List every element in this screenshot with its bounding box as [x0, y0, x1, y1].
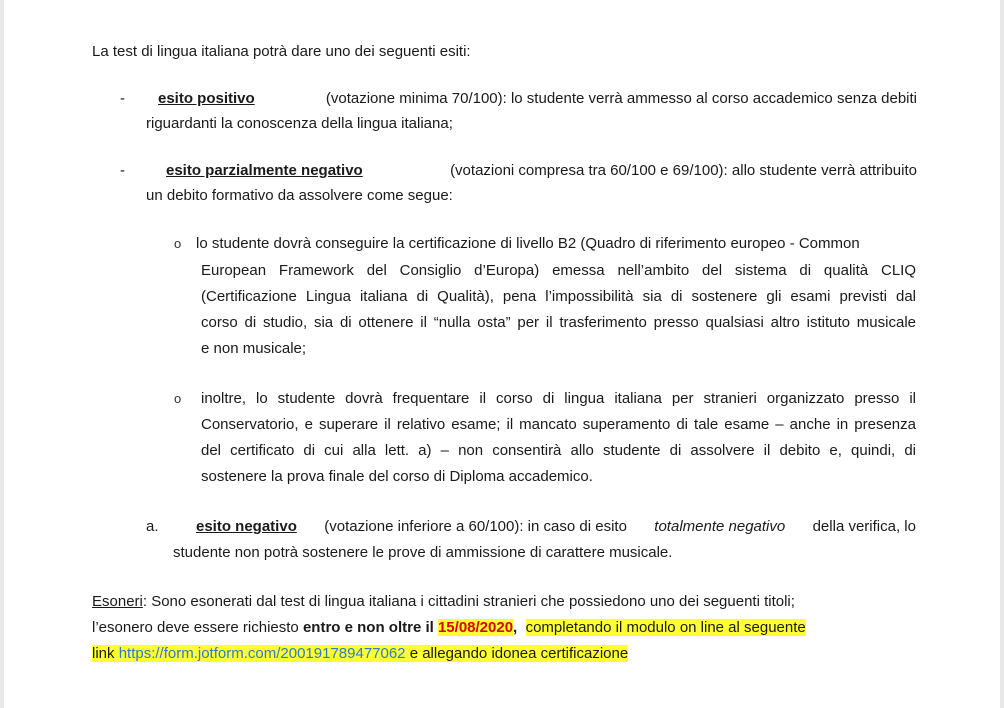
sub1-line5: e non musicale; [201, 340, 307, 357]
page-edge-right [1000, 0, 1004, 708]
item1-line1 [158, 89, 917, 109]
item2-line1 [166, 161, 917, 181]
item2-line2: un debito formativo da assolvere come segue: [146, 187, 453, 204]
form-link[interactable]: https://form.jotform.com/200191789477062 [118, 645, 406, 662]
sub2-line4: sostenere la prova finale del corso di Diploma accademico. [201, 468, 593, 485]
item2-title: esito parzialmente negativo [166, 162, 363, 179]
item2-text: (votazioni compresa tra 60/100 e 69/100): allo studente verrà attribuito [450, 162, 917, 179]
sub1-line2: European Framework del Consiglio d’Europa) emessa nell’ambito del sistema di qualità CLIQ [201, 262, 916, 279]
circle-bullet: o [174, 236, 182, 251]
esoneri-label: Esoneri [92, 593, 143, 610]
item3-line1: esito negativo (votazione inferiore a 60/100): in caso di esito totalmente negativo della verifica, lo [196, 518, 916, 535]
deadline-date: 15/08/2020 [437, 619, 514, 636]
sub1-line1: lo studente dovrà conseguire la certificazione di livello B2 (Quadro di riferimento europeo - Common [196, 235, 860, 252]
sub1-line3: (Certificazione Lingua italiana di Qualità), pena l’impossibilità sia di sostenere gli esami previsti dal [201, 288, 916, 305]
item3-title: esito negativo [196, 518, 297, 535]
sub2-line3: del certificato di cui alla lett. a) – non consentirà allo studente di assolvere il debito e, quindi, di [201, 442, 916, 459]
item1-title: esito positivo [158, 90, 255, 107]
item1-line2: riguardanti la conoscenza della lingua italiana; [146, 115, 453, 132]
sub1-line4: corso di studio, sia di ottenere il “nulla osta” per il trasferimento presso qualsiasi altro istituto musicale [201, 314, 916, 331]
esoneri-line1: Esoneri: Sono esonerati dal test di lingua italiana i cittadini stranieri che possiedono uno dei seguenti titoli; [92, 593, 795, 610]
esoneri-line3: link https://form.jotform.com/200191789477062 e allegando idonea certificazione [92, 645, 629, 662]
item3-line2: studente non potrà sostenere le prove di ammissione di carattere musicale. [173, 544, 673, 561]
circle-bullet: o [174, 391, 182, 406]
page-edge-left [0, 0, 4, 708]
item1-text: (votazione minima 70/100): lo studente verrà ammesso al corso accademico senza debiti [325, 90, 917, 107]
intro-text: La test di lingua italiana potrà dare uno dei seguenti esiti: [92, 43, 471, 60]
esoneri-line2: l’esonero deve essere richiesto entro e non oltre il 15/08/2020, completando il modulo on line al seguente [92, 619, 806, 636]
bullet-dash: - [120, 90, 125, 107]
sub2-line1: inoltre, lo studente dovrà frequentare il corso di lingua italiana per stranieri organizzato presso il [201, 390, 916, 407]
item3-marker: a. [146, 518, 159, 535]
bullet-dash: - [120, 162, 125, 179]
sub2-line2: Conservatorio, e superare il relativo esame; il mancato superamento di tale esame – anche in presenza [201, 416, 916, 433]
